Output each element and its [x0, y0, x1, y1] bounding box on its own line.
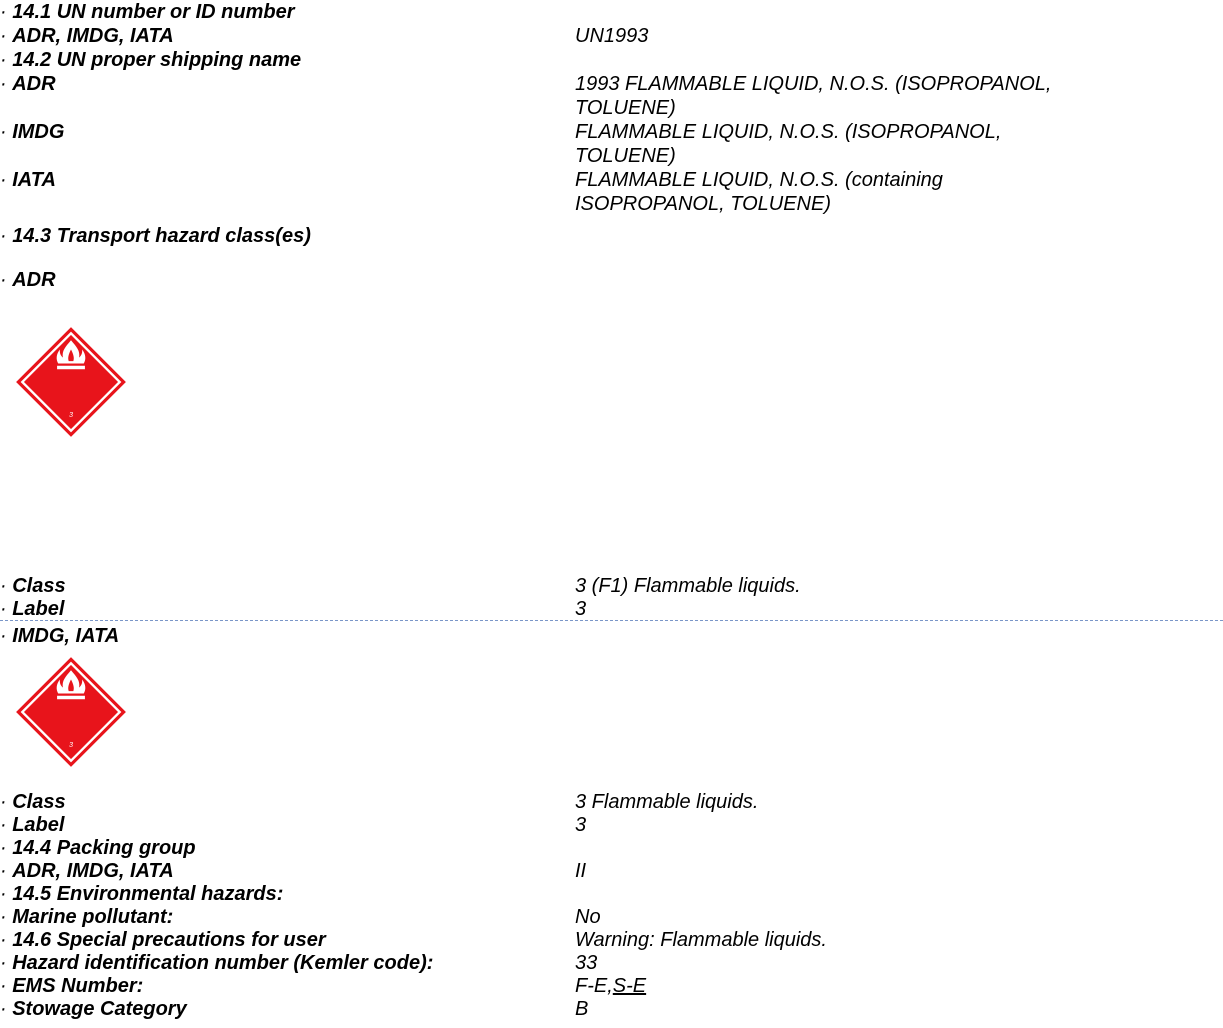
un-number-modes: · ADR, IMDG, IATA: [0, 24, 174, 48]
marine-pollutant-value: No: [575, 906, 601, 928]
adr-shipping-name-line-2: TOLUENE): [575, 97, 676, 119]
ems-fire-code: F-E,: [575, 975, 613, 997]
hazard-class-number: 3: [69, 411, 73, 419]
section-14-2-heading: · 14.2 UN proper shipping name: [0, 48, 301, 72]
adr-block-label: · ADR: [0, 268, 56, 292]
imdg-shipping-name: [575, 120, 1001, 168]
adr-label-value: 3: [575, 598, 587, 620]
marine-pollutant-label: · Marine pollutant:: [0, 905, 173, 929]
ems-number-value: [575, 974, 646, 998]
imdg-label-label: · Label: [0, 813, 64, 837]
iata-shipping-name: [575, 168, 943, 216]
adr-shipping-name-line-1: 1993 FLAMMABLE LIQUID, N.O.S. (ISOPROPANOL,: [575, 73, 1052, 95]
kemler-code-value: 33: [575, 952, 598, 974]
adr-class-value: 3 (F1) Flammable liquids.: [575, 575, 801, 597]
section-14-6-heading: · 14.6 Special precautions for user: [0, 928, 326, 952]
imdg-label: · IMDG: [0, 120, 64, 144]
kemler-code-label: · Hazard identification number (Kemler code):: [0, 951, 433, 975]
imdg-label-value: 3: [575, 814, 587, 836]
iata-shipping-name-line-1: FLAMMABLE LIQUID, N.O.S. (containing: [575, 169, 943, 191]
imdg-class-value: 3 Flammable liquids.: [575, 791, 759, 813]
section-14-1-heading: · 14.1 UN number or ID number: [0, 0, 295, 24]
section-14-5-heading: · 14.5 Environmental hazards:: [0, 882, 283, 906]
ems-number-label: · EMS Number:: [0, 974, 143, 998]
hazard-class-number: 3: [69, 741, 73, 749]
imdg-shipping-name-line-1: FLAMMABLE LIQUID, N.O.S. (ISOPROPANOL,: [575, 121, 1002, 143]
adr-class-label: · Class: [0, 574, 66, 598]
section-14-4-heading: · 14.4 Packing group: [0, 836, 196, 860]
special-precautions-value: Warning: Flammable liquids.: [575, 929, 827, 951]
adr-shipping-name: [575, 72, 1051, 120]
flame-icon: [15, 326, 126, 437]
ems-spill-code: S-E: [612, 975, 647, 997]
packing-group-modes: · ADR, IMDG, IATA: [0, 859, 174, 883]
iata-shipping-name-line-2: ISOPROPANOL, TOLUENE): [575, 193, 831, 215]
flame-icon: [15, 656, 126, 767]
adr-label: · ADR: [0, 72, 56, 96]
packing-group-value: II: [575, 860, 587, 882]
stowage-category-value: B: [575, 998, 589, 1020]
un-number-value: UN1993: [575, 25, 649, 47]
section-divider: [0, 620, 1223, 621]
stowage-category-label: · Stowage Category: [0, 997, 187, 1021]
imdg-class-label: · Class: [0, 790, 66, 814]
imdg-iata-block-label: · IMDG, IATA: [0, 624, 119, 648]
section-14-3-heading: · 14.3 Transport hazard class(es): [0, 224, 311, 248]
adr-flammable-hazard-label: [13, 324, 129, 440]
adr-label-label: · Label: [0, 597, 64, 621]
imdg-iata-flammable-hazard-label: [13, 654, 129, 770]
iata-label: · IATA: [0, 168, 56, 192]
imdg-shipping-name-line-2: TOLUENE): [575, 145, 676, 167]
